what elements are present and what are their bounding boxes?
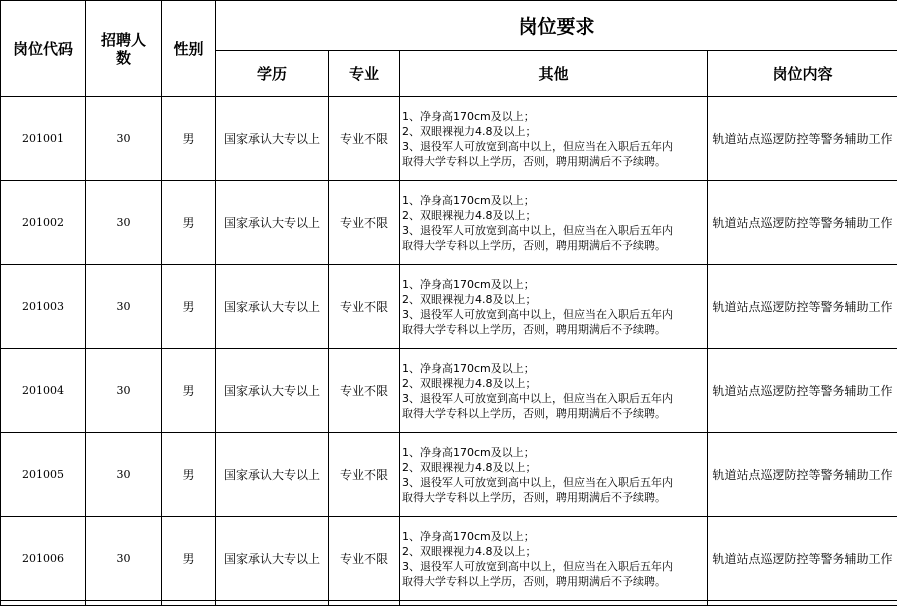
cell-content: 轨道站点巡逻防控等警务辅助工作 — [708, 517, 897, 601]
other-line: 1、净身高170cm及以上； — [402, 109, 535, 123]
cell-count: 30 — [86, 433, 162, 517]
other-line: 3、退役军人可放宽到高中以上，但应当在入职后五年内 — [402, 559, 673, 573]
table-row — [1, 265, 897, 349]
cell-count: 30 — [86, 349, 162, 433]
cell-other — [400, 181, 708, 265]
cell-content: 轨道站点巡逻防控等警务辅助工作 — [708, 181, 897, 265]
header-code: 岗位代码 — [1, 1, 86, 97]
cell-other — [400, 517, 708, 601]
other-line: 3、退役军人可放宽到高中以上，但应当在入职后五年内 — [402, 139, 673, 153]
table-row — [1, 349, 897, 433]
cell-code: 201001 — [1, 97, 86, 181]
cell-code: 201002 — [1, 181, 86, 265]
cell-other — [400, 97, 708, 181]
cell-gender: 男 — [162, 349, 216, 433]
cell-content: 轨道站点巡逻防控等警务辅助工作 — [708, 349, 897, 433]
table-row — [1, 181, 897, 265]
cell-education: 国家承认大专以上 — [216, 433, 329, 517]
other-line: 取得大学专科以上学历，否则，聘用期满后不予续聘。 — [402, 574, 666, 588]
other-line: 2、双眼裸视力4.8及以上； — [402, 124, 537, 138]
cell-content: 轨道站点巡逻防控等警务辅助工作 — [708, 433, 897, 517]
cell-code: 201004 — [1, 349, 86, 433]
other-line: 3、退役军人可放宽到高中以上，但应当在入职后五年内 — [402, 223, 673, 237]
tail-cell — [86, 601, 162, 606]
cell-other — [400, 265, 708, 349]
cell-major: 专业不限 — [329, 265, 400, 349]
header-count-label: 招聘人数 — [100, 30, 146, 67]
cell-content: 轨道站点巡逻防控等警务辅助工作 — [708, 265, 897, 349]
cell-code: 201005 — [1, 433, 86, 517]
other-line: 2、双眼裸视力4.8及以上； — [402, 460, 537, 474]
tail-cell — [329, 601, 400, 606]
other-line: 1、净身高170cm及以上； — [402, 277, 535, 291]
cell-gender: 男 — [162, 181, 216, 265]
other-line: 取得大学专科以上学历，否则，聘用期满后不予续聘。 — [402, 238, 666, 252]
sheet-tail-row — [1, 601, 897, 606]
other-line: 1、净身高170cm及以上； — [402, 529, 535, 543]
cell-education: 国家承认大专以上 — [216, 517, 329, 601]
cell-code: 201006 — [1, 517, 86, 601]
header-education: 学历 — [216, 51, 329, 97]
other-line: 取得大学专科以上学历，否则，聘用期满后不予续聘。 — [402, 490, 666, 504]
tail-cell — [1, 601, 86, 606]
table-row — [1, 517, 897, 601]
other-line: 1、净身高170cm及以上； — [402, 361, 535, 375]
header-other: 其他 — [400, 51, 708, 97]
other-line: 取得大学专科以上学历，否则，聘用期满后不予续聘。 — [402, 406, 666, 420]
cell-other — [400, 433, 708, 517]
cell-code: 201003 — [1, 265, 86, 349]
cell-major: 专业不限 — [329, 181, 400, 265]
cell-major: 专业不限 — [329, 97, 400, 181]
tail-cell — [162, 601, 216, 606]
header-gender: 性别 — [162, 1, 216, 97]
cell-gender: 男 — [162, 265, 216, 349]
cell-content: 轨道站点巡逻防控等警务辅助工作 — [708, 97, 897, 181]
cell-other — [400, 349, 708, 433]
table-row — [1, 433, 897, 517]
header-row-1 — [1, 1, 897, 51]
other-line: 3、退役军人可放宽到高中以上，但应当在入职后五年内 — [402, 391, 673, 405]
cell-count: 30 — [86, 97, 162, 181]
other-line: 取得大学专科以上学历，否则，聘用期满后不予续聘。 — [402, 322, 666, 336]
other-line: 2、双眼裸视力4.8及以上； — [402, 544, 537, 558]
cell-gender: 男 — [162, 97, 216, 181]
cell-major: 专业不限 — [329, 517, 400, 601]
other-line: 3、退役军人可放宽到高中以上，但应当在入职后五年内 — [402, 475, 673, 489]
cell-major: 专业不限 — [329, 349, 400, 433]
cell-count: 30 — [86, 517, 162, 601]
cell-major: 专业不限 — [329, 433, 400, 517]
cell-education: 国家承认大专以上 — [216, 349, 329, 433]
other-line: 2、双眼裸视力4.8及以上； — [402, 208, 537, 222]
table-row — [1, 97, 897, 181]
cell-education: 国家承认大专以上 — [216, 265, 329, 349]
cell-education: 国家承认大专以上 — [216, 181, 329, 265]
other-line: 2、双眼裸视力4.8及以上； — [402, 376, 537, 390]
header-count — [86, 1, 162, 97]
tail-cell — [400, 601, 708, 606]
cell-gender: 男 — [162, 433, 216, 517]
header-major: 专业 — [329, 51, 400, 97]
other-line: 1、净身高170cm及以上； — [402, 445, 535, 459]
tail-cell — [216, 601, 329, 606]
tail-cell — [708, 601, 897, 606]
header-content: 岗位内容 — [708, 51, 897, 97]
other-line: 取得大学专科以上学历，否则，聘用期满后不予续聘。 — [402, 154, 666, 168]
cell-gender: 男 — [162, 517, 216, 601]
other-line: 3、退役军人可放宽到高中以上，但应当在入职后五年内 — [402, 307, 673, 321]
header-requirements: 岗位要求 — [216, 1, 897, 51]
cell-count: 30 — [86, 181, 162, 265]
cell-education: 国家承认大专以上 — [216, 97, 329, 181]
cell-count: 30 — [86, 265, 162, 349]
other-line: 1、净身高170cm及以上； — [402, 193, 535, 207]
other-line: 2、双眼裸视力4.8及以上； — [402, 292, 537, 306]
